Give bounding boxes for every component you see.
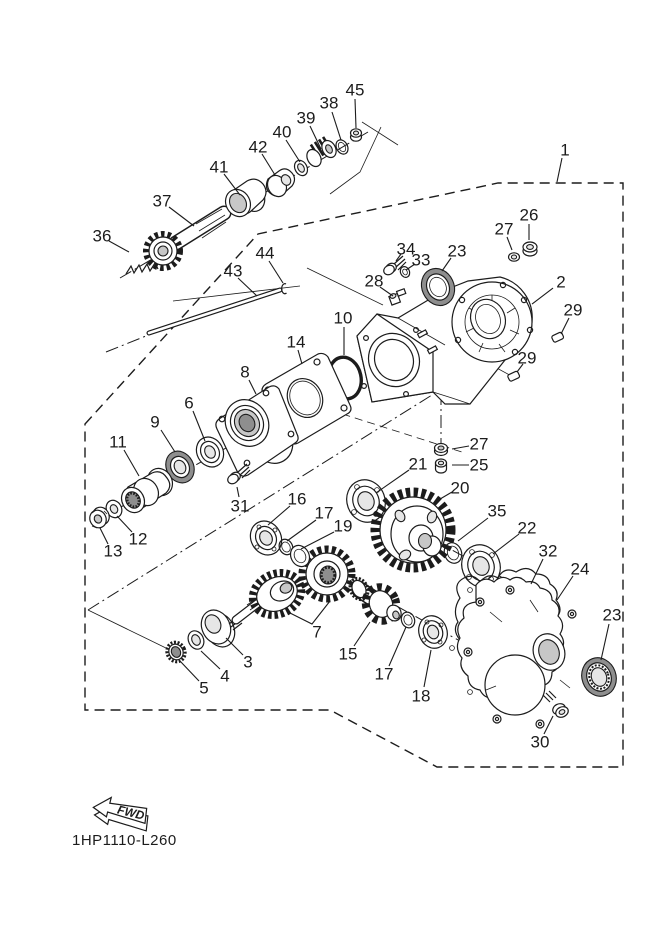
callout-number-40: 40 <box>272 122 292 142</box>
callout-number-15: 15 <box>338 644 358 664</box>
callout-number-42: 42 <box>248 137 268 157</box>
callout-number-17: 17 <box>314 503 334 523</box>
callout-leader-23 <box>601 624 609 660</box>
callout-number-34: 34 <box>396 239 416 259</box>
part-45-nut <box>351 129 362 141</box>
callout-number-38: 38 <box>319 93 339 113</box>
callout-number-22: 22 <box>517 518 537 538</box>
fwd-arrow <box>90 794 152 834</box>
callout-leader-35 <box>458 518 488 541</box>
callout-leader-3 <box>226 638 243 655</box>
callout-leader-38 <box>332 112 341 140</box>
callout-leader-18 <box>424 650 431 687</box>
callout-leader-31 <box>237 487 239 497</box>
callout-leader-2 <box>532 288 553 304</box>
callout-number-36: 36 <box>92 226 112 246</box>
callout-leader-14 <box>298 350 302 364</box>
part-25-drain-plug <box>436 459 447 473</box>
callout-number-21: 21 <box>408 454 428 474</box>
callout-leader-17 <box>287 520 316 541</box>
callout-number-28: 28 <box>364 271 384 291</box>
callout-number-35: 35 <box>487 501 507 521</box>
callout-number-29: 29 <box>563 300 583 320</box>
part-28-breather-fitting <box>389 289 406 305</box>
part-20-driven-gear <box>375 492 451 568</box>
callout-number-23: 23 <box>602 605 622 625</box>
callout-number-6: 6 <box>184 393 194 413</box>
callout-number-41: 41 <box>209 157 229 177</box>
callout-number-5: 5 <box>199 678 209 698</box>
callout-number-27: 27 <box>494 219 514 239</box>
callout-leader-45 <box>355 99 356 128</box>
callout-number-20: 20 <box>450 478 470 498</box>
part-5-nut <box>164 639 189 665</box>
callout-number-19: 19 <box>333 516 353 536</box>
callout-leader-21 <box>376 470 409 493</box>
callout-number-37: 37 <box>152 191 172 211</box>
part-18-bearing <box>414 612 452 653</box>
callout-number-4: 4 <box>220 666 230 686</box>
callout-number-30: 30 <box>530 732 550 752</box>
part-29-dowel-pin-a <box>551 332 564 343</box>
callout-leader-16 <box>268 506 290 525</box>
callout-number-39: 39 <box>296 108 316 128</box>
callout-number-43: 43 <box>223 261 243 281</box>
part-27-washer-upper <box>509 253 520 261</box>
callout-leader-24 <box>557 576 573 600</box>
callout-number-27: 27 <box>469 434 489 454</box>
callout-number-26: 26 <box>519 205 539 225</box>
callout-number-31: 31 <box>230 496 250 516</box>
fwd-arrow-label: FWD <box>115 802 146 823</box>
callout-number-45: 45 <box>345 80 365 100</box>
callout-leader-29 <box>561 318 569 334</box>
callout-leader-42 <box>262 154 275 175</box>
part-23-oil-seal-lower <box>576 653 621 701</box>
callout-leader-44 <box>269 261 283 283</box>
callout-number-1: 1 <box>560 140 570 160</box>
part-29-dowel-pin-b <box>507 371 520 382</box>
callout-leader-27 <box>452 446 469 449</box>
callout-number-25: 25 <box>469 455 489 475</box>
callout-number-16: 16 <box>287 489 307 509</box>
callout-leader-1 <box>557 158 562 182</box>
callout-number-23: 23 <box>447 241 467 261</box>
part-39-pinion-gear <box>304 138 339 169</box>
part-17-washer-lower <box>399 610 417 629</box>
callout-number-44: 44 <box>255 243 275 263</box>
callout-number-18: 18 <box>411 686 431 706</box>
drawing-code: 1HP1110-L260 <box>72 832 177 849</box>
callout-leader-40 <box>286 140 300 162</box>
part-42-collar <box>264 169 295 200</box>
callout-leader-30 <box>544 716 553 734</box>
callout-number-11: 11 <box>109 432 127 452</box>
callout-leader-36 <box>109 241 129 252</box>
callout-leader-22 <box>493 534 519 554</box>
callout-leader-6 <box>193 411 205 441</box>
callout-leader-4 <box>201 651 220 669</box>
callout-leader-9 <box>161 430 175 452</box>
callout-number-24: 24 <box>570 559 590 579</box>
callout-leader-17 <box>389 627 406 666</box>
callout-number-3: 3 <box>243 652 253 672</box>
part-30-bolt <box>543 691 570 719</box>
callout-leader-8 <box>249 380 256 394</box>
callout-number-7: 7 <box>312 622 322 642</box>
callout-number-14: 14 <box>286 332 306 352</box>
callout-number-17: 17 <box>374 664 394 684</box>
callout-number-33: 33 <box>411 250 431 270</box>
part-27-nut-lower <box>435 444 448 456</box>
part-26-bolt <box>523 242 537 256</box>
callout-leader-15 <box>354 622 370 646</box>
part-37-gear-shaft <box>146 209 226 268</box>
callout-number-9: 9 <box>150 412 160 432</box>
callout-number-12: 12 <box>128 529 148 549</box>
callout-number-8: 8 <box>240 362 250 382</box>
part-15-pinion-cluster <box>347 575 404 625</box>
callout-number-32: 32 <box>538 541 558 561</box>
callout-leader-11 <box>124 450 139 476</box>
part-16-bearing <box>245 516 288 561</box>
callout-number-10: 10 <box>333 308 353 328</box>
callout-leader-37 <box>169 207 194 226</box>
part-44-clip <box>282 284 287 294</box>
part-7-bevel-gear-pair <box>229 549 352 630</box>
callout-leader-5 <box>180 661 199 681</box>
callout-leader-27 <box>507 237 512 250</box>
callout-number-2: 2 <box>556 272 566 292</box>
callout-leader-7 <box>288 601 330 624</box>
callout-number-13: 13 <box>103 541 123 561</box>
callout-number-29: 29 <box>517 348 537 368</box>
